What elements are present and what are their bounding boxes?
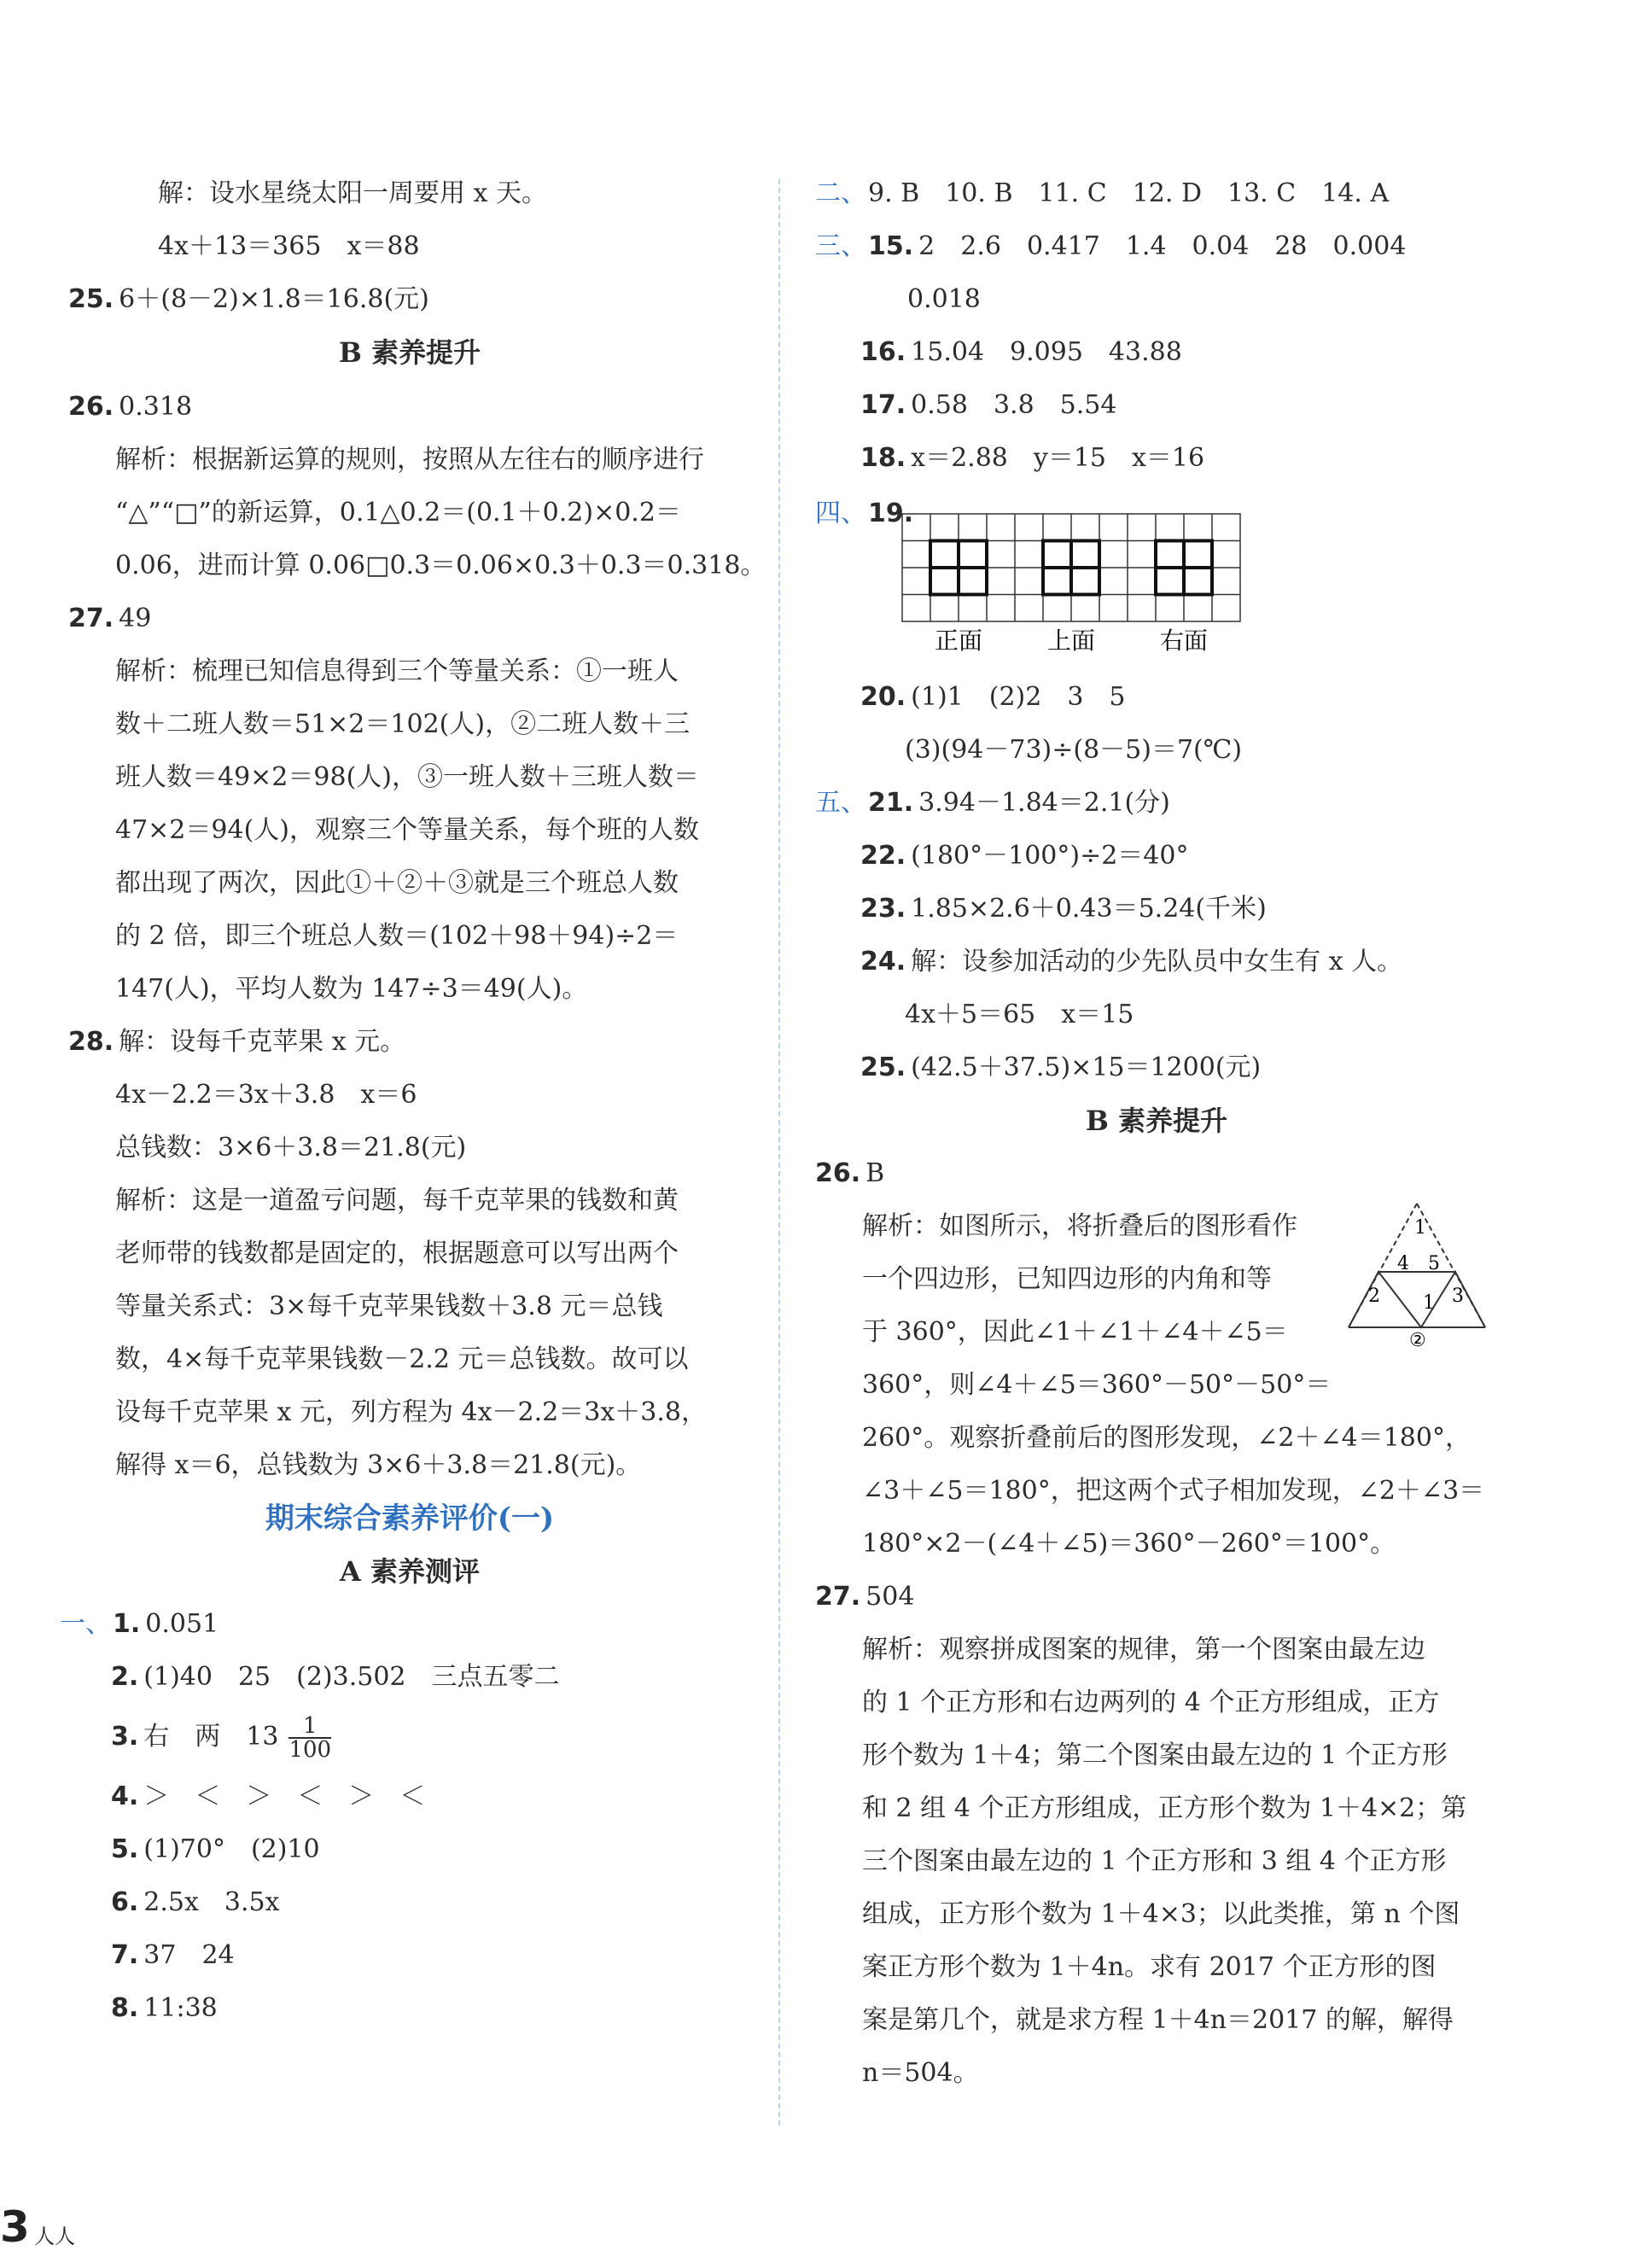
analysis-line: 于 360°，因此∠1＋∠1＋∠4＋∠5＝: [862, 1317, 1288, 1347]
analysis-line: 数＋二班人数＝51×2＝102(人)，②二班人数＋三: [115, 709, 691, 739]
answer-16: 16. 15.04 9.095 43.88: [860, 337, 1182, 367]
view-label-front: 正面: [934, 627, 983, 655]
analysis-line: 180°×2－(∠4＋∠5)＝360°－260°＝100°。: [862, 1529, 1396, 1559]
answer-2: 2. (1)40 25 (2)3.502 三点五零二: [111, 1662, 560, 1692]
analysis-line: 老师带的钱数都是固定的，根据题意可以写出两个: [115, 1239, 679, 1268]
analysis-line: 等量关系式：3×每千克苹果钱数＋3.8 元＝总钱: [115, 1291, 663, 1321]
analysis-line: 数，4×每千克苹果钱数－2.2 元＝总钱数。故可以: [115, 1344, 689, 1374]
equation-line: 4x＋5＝65 x＝15: [905, 1000, 1134, 1029]
section-heading: B 素养提升: [1085, 1105, 1228, 1137]
analysis-line: 360°，则∠4＋∠5＝360°－50°－50°＝: [862, 1370, 1332, 1400]
analysis-line: 设每千克苹果 x 元，列方程为 4x－2.2＝3x＋3.8，: [115, 1397, 707, 1427]
analysis-line: 案是第几个，就是求方程 1＋4n＝2017 的解，解得: [862, 2005, 1454, 2035]
page-number: 3: [0, 2202, 30, 2252]
analysis-line: 147(人)，平均人数为 147÷3＝49(人)。: [115, 974, 588, 1004]
analysis-line: 的 2 倍，即三个班总人数＝(102＋98＋94)÷2＝: [115, 921, 679, 951]
equation-line: 总钱数：3×6＋3.8＝21.8(元): [115, 1133, 467, 1163]
section-heading: A 素养测评: [340, 1555, 480, 1588]
angle-label: 1: [1423, 1292, 1435, 1314]
view-label-top: 上面: [1046, 627, 1096, 655]
analysis-line: 47×2＝94(人)，观察三个等量关系，每个班的人数: [115, 815, 699, 845]
answer-22: 22. (180°－100°)÷2＝40°: [860, 841, 1189, 871]
solution-line: 解：设水星绕太阳一周要用 x 天。: [158, 178, 547, 208]
analysis-line: 案正方形个数为 1＋4n。求有 2017 个正方形的图: [862, 1952, 1437, 1982]
equation-line: 4x＋13＝365 x＝88: [158, 231, 420, 261]
analysis-line: 解析：如图所示，将折叠后的图形看作: [862, 1211, 1297, 1241]
answer-27: 27. 49: [68, 603, 152, 633]
exam-title: 期末综合素养评价(一): [265, 1501, 555, 1536]
angle-label: 5: [1428, 1253, 1440, 1274]
answer-15: 三、15. 2 2.6 0.417 1.4 0.04 28 0.004: [815, 231, 1407, 261]
analysis-line: 解析：梳理已知信息得到三个等量关系：①一班人: [115, 656, 679, 686]
equation-line: 4x－2.2＝3x＋3.8 x＝6: [115, 1080, 417, 1110]
analysis-line: 都出现了两次，因此①＋②＋③就是三个班总人数: [115, 868, 679, 898]
angle-label: 4: [1397, 1253, 1409, 1274]
analysis-line: 解析：根据新运算的规则，按照从左往右的顺序进行: [115, 445, 704, 475]
answer-4: 4. ＞ ＜ ＞ ＜ ＞ ＜: [111, 1781, 426, 1811]
answer-21: 五、21. 3.94－1.84＝2.1(分): [815, 788, 1170, 818]
answer-3: 3. 右 两 13 $\frac{1}{100}$: [111, 1713, 332, 1763]
analysis-line: 260°。观察折叠前后的图形发现，∠2＋∠4＝180°，: [862, 1423, 1471, 1453]
analysis-line: 解析：这是一道盈亏问题，每千克苹果的钱数和黄: [115, 1186, 679, 1216]
answer-25: 25. 6＋(8－2)×1.8＝16.8(元): [68, 284, 429, 314]
folded-triangle-figure: [1344, 1199, 1489, 1349]
answer-25: 25. (42.5＋37.5)×15＝1200(元): [860, 1052, 1262, 1082]
answer-24: 24. 解：设参加活动的少先队员中女生有 x 人。: [860, 947, 1403, 977]
answer-1: 一、1. 0.051: [60, 1609, 219, 1639]
view-label-side: 右面: [1159, 627, 1209, 655]
page-decoration: 人人: [34, 2224, 75, 2248]
answer-19: 四、19.: [815, 498, 914, 528]
analysis-line: n＝504。: [862, 2058, 979, 2088]
column-divider: [778, 179, 780, 2125]
answer-20: 20. (1)1 (2)2 3 5: [860, 682, 1126, 712]
answers-9-14: 二、9. B 10. B 11. C 12. D 13. C 14. A: [815, 178, 1390, 208]
angle-label: ②: [1409, 1330, 1426, 1349]
analysis-line: 的 1 个正方形和右边两列的 4 个正方形组成，正方: [862, 1688, 1440, 1717]
analysis-line: 班人数＝49×2＝98(人)，③一班人数＋三班人数＝: [115, 762, 699, 792]
fraction: $\frac{1}{100}$: [288, 1713, 332, 1763]
analysis-line: 和 2 组 4 个正方形组成，正方形个数为 1＋4×2；第: [862, 1793, 1467, 1823]
answer-7: 7. 37 24: [111, 1940, 235, 1970]
analysis-line: 0.06，进而计算 0.06□0.3＝0.06×0.3＋0.3＝0.318。: [115, 551, 766, 580]
analysis-line: 解析：观察拼成图案的规律，第一个图案由最左边: [862, 1635, 1425, 1665]
angle-label: 2: [1368, 1286, 1380, 1307]
analysis-line: 解得 x＝6，总钱数为 3×6＋3.8＝21.8(元)。: [115, 1450, 642, 1480]
answer-6: 6. 2.5x 3.5x: [111, 1887, 280, 1917]
answer-27: 27. 504: [815, 1582, 915, 1612]
angle-label: 1: [1414, 1217, 1426, 1239]
answer-5: 5. (1)70° (2)10: [111, 1834, 320, 1864]
answer-15-cont: 0.018: [907, 284, 981, 314]
analysis-line: 三个图案由最左边的 1 个正方形和 3 组 4 个正方形: [862, 1846, 1447, 1876]
answer-20-cont: (3)(94－73)÷(8－5)＝7(℃): [905, 735, 1243, 765]
answer-26: 26. 0.318: [68, 392, 193, 422]
answer-18: 18. x＝2.88 y＝15 x＝16: [860, 443, 1205, 473]
answer-26: 26. B: [815, 1158, 885, 1188]
analysis-line: ∠3＋∠5＝180°，把这两个式子相加发现，∠2＋∠3＝: [862, 1476, 1485, 1506]
answer-17: 17. 0.58 3.8 5.54: [860, 390, 1117, 420]
analysis-line: 一个四边形，已知四边形的内角和等: [862, 1264, 1272, 1294]
analysis-line: “△”“□”的新运算，0.1△0.2＝(0.1＋0.2)×0.2＝: [115, 498, 681, 528]
answer-23: 23. 1.85×2.6＋0.43＝5.24(千米): [860, 894, 1267, 924]
three-views-grid: [900, 512, 1242, 657]
answer-28: 28. 解：设每千克苹果 x 元。: [68, 1027, 406, 1057]
answer-8: 8. 11:38: [111, 1993, 218, 2023]
section-heading: B 素养提升: [338, 336, 481, 369]
angle-label: 3: [1452, 1286, 1464, 1307]
analysis-line: 组成，正方形个数为 1＋4×3；以此类推，第 n 个图: [862, 1899, 1460, 1929]
analysis-line: 形个数为 1＋4；第二个图案由最左边的 1 个正方形: [862, 1740, 1448, 1770]
